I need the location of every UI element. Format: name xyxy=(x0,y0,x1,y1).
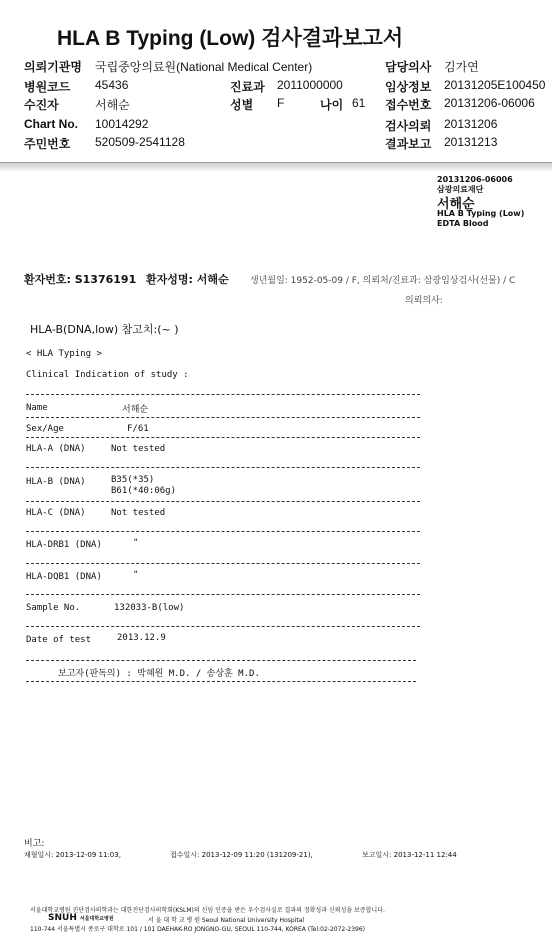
report-title: HLA B Typing (Low) 검사결과보고서 xyxy=(57,27,404,50)
patient-details: 생년월일: 1952-05-09 / F, 의뢰처/진료과: 삼광임상검사(선물) / C xyxy=(250,276,516,286)
stamp-test: HLA B Typing (Low) xyxy=(437,209,525,218)
patient-name: 환자성명: 서해순 xyxy=(146,273,229,286)
test-heading: HLA-B(DNA,low) 참고치:(~ ) xyxy=(30,323,179,336)
row-label: Sex/Age xyxy=(26,424,64,434)
footer-logo xyxy=(48,913,114,923)
stamp-name: 서해순 xyxy=(437,197,475,212)
footer-certification: 서울대학교병원 진단검사의학과는 대한진단검사의학회(KSLM)의 신임 인증을 받은 우수검사실로 결과의 정확성과 신뢰성을 보증합니다. xyxy=(30,907,385,914)
request-value: 20131206 xyxy=(444,117,498,131)
patient-value: 서해순 xyxy=(95,98,130,112)
footer-logo-text: SNUH xyxy=(48,913,77,923)
report-header xyxy=(0,0,552,163)
clinical-info-value: 20131205E100450 xyxy=(444,78,546,92)
request-label: 검사의뢰 xyxy=(385,119,432,133)
divider xyxy=(26,660,416,661)
footer-logo-sub: 서울대학교병원 xyxy=(79,916,114,922)
row-label: HLA-B (DNA) xyxy=(26,477,86,487)
chart-label: Chart No. xyxy=(24,117,78,131)
receipt-label: 접수번호 xyxy=(385,98,432,112)
row-value: F/61 xyxy=(127,424,149,434)
collection-time: 채혈일시: 2013-12-09 11:03, xyxy=(24,851,121,859)
clinical-indication: Clinical Indication of study : xyxy=(26,370,189,380)
clinical-info-label: 임상정보 xyxy=(385,80,432,94)
scanned-report xyxy=(0,171,552,940)
divider xyxy=(26,626,420,627)
row-value: Not tested xyxy=(111,508,166,518)
row-label: Date of test xyxy=(26,635,92,645)
institution-label: 의뢰기관명 xyxy=(24,60,82,74)
remarks-label: 비고: xyxy=(24,839,45,849)
stamp-number: 20131206-06006 xyxy=(437,175,513,184)
row-value: 서해순 xyxy=(122,405,149,415)
patient-number: 환자번호: S1376191 xyxy=(24,273,137,286)
header-row-5 xyxy=(0,135,552,153)
hospital-code-value: 45436 xyxy=(95,78,129,92)
header-row-1 xyxy=(0,58,552,76)
divider xyxy=(26,437,420,438)
header-shadow xyxy=(0,163,552,171)
row-value-2: B61(*40:06g) xyxy=(111,486,177,496)
ssn-value: 520509-2541128 xyxy=(95,135,185,149)
report-value: 20131213 xyxy=(444,135,498,149)
row-label: Name xyxy=(26,403,48,413)
divider xyxy=(26,531,420,532)
header-row-3 xyxy=(0,96,552,114)
patient-label: 수진자 xyxy=(24,98,59,112)
row-label: HLA-C (DNA) xyxy=(26,508,86,518)
reporter: 보고자(판독의) : 박혜원 M.D. / 송상훈 M.D. xyxy=(58,669,260,679)
row-value: " xyxy=(133,570,139,580)
stamp-foundation: 삼광의료재단 xyxy=(437,185,484,194)
divider xyxy=(26,563,420,564)
row-value: 2013.12.9 xyxy=(117,633,166,643)
receipt-value: 20131206-06006 xyxy=(444,96,535,110)
divider xyxy=(26,467,420,468)
divider xyxy=(26,681,416,682)
divider xyxy=(26,394,420,395)
physician-label: 담당의사 xyxy=(385,60,432,74)
physician-value: 김가연 xyxy=(444,60,479,74)
footer-address: 110-744 서울특별시 종로구 대학로 101 / 101 DAEHAK-RO JONGNO-GU, SEOUL 110-744, KOREA (Tel:02-2072-2396) xyxy=(30,926,366,933)
age-label: 나이 xyxy=(320,98,344,112)
row-label: HLA-A (DNA) xyxy=(26,444,86,454)
sex-label: 성별 xyxy=(230,98,254,112)
age-value: 61 xyxy=(352,96,366,110)
chart-value: 10014292 xyxy=(95,117,149,131)
dept-value: 2011000000 xyxy=(277,78,343,92)
header-row-4 xyxy=(0,117,552,135)
stamp-specimen: EDTA Blood xyxy=(437,219,489,228)
row-value: 132033-B(low) xyxy=(114,603,185,613)
header-row-2 xyxy=(0,78,552,96)
report-label: 결과보고 xyxy=(385,137,432,151)
institution-value: 국립중앙의료원(National Medical Center) xyxy=(95,60,313,74)
referring-doctor: 의뢰의사: xyxy=(405,296,443,306)
footer-hospital-name: 서 울 대 학 교 병 원 Seoul National University Hospital xyxy=(148,917,305,924)
row-label: HLA-DQB1 (DNA) xyxy=(26,572,102,582)
hospital-code-label: 병원코드 xyxy=(24,80,71,94)
row-value: B35(*35) xyxy=(111,475,155,485)
dept-label: 진료과 xyxy=(230,80,265,94)
divider xyxy=(26,417,420,418)
sex-value: F xyxy=(277,96,285,110)
row-label: Sample No. xyxy=(26,603,81,613)
divider xyxy=(26,501,420,502)
row-value: " xyxy=(133,538,139,548)
row-value: Not tested xyxy=(111,444,166,454)
row-label: HLA-DRB1 (DNA) xyxy=(26,540,102,550)
ssn-label: 주민번호 xyxy=(24,137,71,151)
report-time: 보고일시: 2013-12-11 12:44 xyxy=(362,851,457,859)
section-title: < HLA Typing > xyxy=(26,349,102,359)
divider xyxy=(26,594,420,595)
receipt-time: 접수일시: 2013-12-09 11:20 (131209-21), xyxy=(170,851,313,859)
